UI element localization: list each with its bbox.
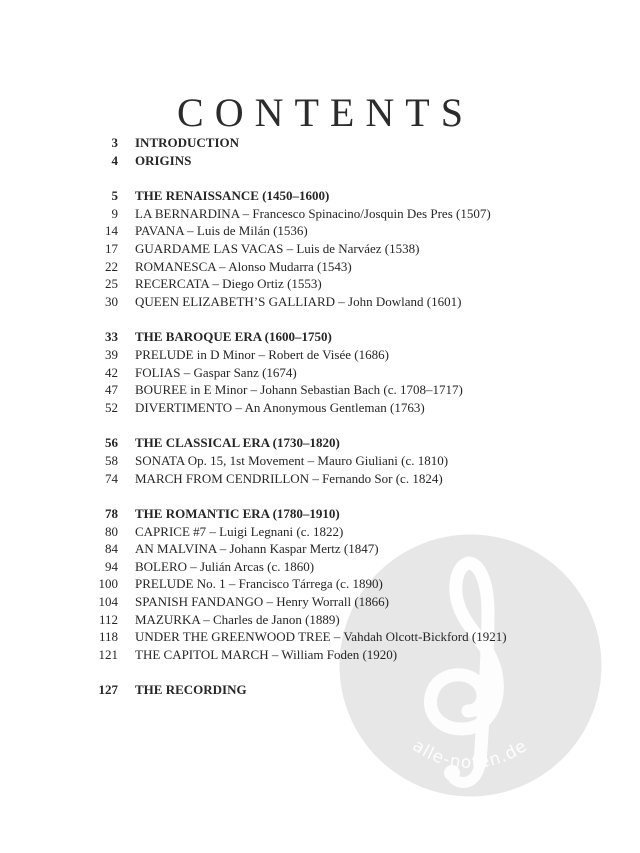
- toc-entry[interactable]: [0, 364, 640, 382]
- entry-title: INTRODUCTION: [135, 135, 240, 150]
- page-number: 100: [98, 576, 118, 592]
- toc-entry[interactable]: [0, 258, 640, 276]
- entry-title: MAZURKA – Charles de Janon (1889): [135, 611, 340, 627]
- entry-title: GUARDAME LAS VACAS – Luis de Narváez (1538): [135, 240, 420, 256]
- entry-title: RECERCATA – Diego Ortiz (1553): [135, 276, 322, 292]
- page-number: 104: [98, 594, 118, 610]
- toc-entry[interactable]: [0, 646, 640, 664]
- page-number: 94: [105, 558, 118, 574]
- page-title: CONTENTS: [177, 89, 474, 135]
- toc-entry[interactable]: [0, 611, 640, 629]
- page-number: 42: [105, 364, 118, 380]
- toc-entry[interactable]: [0, 452, 640, 470]
- toc-group-intro: [0, 134, 640, 169]
- toc-entry[interactable]: [0, 346, 640, 364]
- toc-entry[interactable]: [0, 381, 640, 399]
- page-number: 3: [111, 135, 118, 150]
- entry-title: BOLERO – Julián Arcas (c. 1860): [135, 558, 315, 574]
- page-number: 118: [98, 629, 118, 645]
- entry-title: ORIGINS: [135, 152, 192, 168]
- section-title: THE RENAISSANCE (1450–1600): [135, 188, 330, 204]
- entry-title: PRELUDE in D Minor – Robert de Visée (1686): [135, 346, 389, 362]
- entry-title: QUEEN ELIZABETH’S GALLIARD – John Dowland (1601): [135, 293, 462, 309]
- page-number: 84: [105, 541, 118, 557]
- toc-entry[interactable]: [0, 628, 640, 646]
- entry-title: PRELUDE No. 1 – Francisco Tárrega (c. 1890): [135, 576, 383, 592]
- page-number: 17: [105, 240, 118, 256]
- page-number: 30: [105, 293, 118, 309]
- page-number: 22: [105, 258, 118, 274]
- toc-entry[interactable]: [0, 593, 640, 611]
- page-number: 4: [111, 152, 118, 168]
- toc-group-classical: [0, 434, 640, 487]
- toc-group-romantic: [0, 505, 640, 663]
- page-number: 78: [105, 506, 118, 522]
- entry-title: SONATA Op. 15, 1st Movement – Mauro Giuliani (c. 1810): [135, 452, 449, 468]
- page-number: 5: [111, 188, 118, 204]
- section-title: THE CLASSICAL ERA (1730–1820): [135, 435, 340, 451]
- page-number: 33: [105, 329, 118, 345]
- toc-entry-origins[interactable]: [0, 152, 640, 170]
- page-number: 112: [98, 611, 118, 627]
- section-title: THE ROMANTIC ERA (1780–1910): [135, 506, 340, 522]
- toc-section-heading[interactable]: [0, 681, 640, 699]
- page-number: 25: [105, 276, 118, 292]
- page-number: 56: [105, 435, 118, 451]
- page-number: 52: [105, 399, 118, 415]
- entry-title: BOUREE in E Minor – Johann Sebastian Bach (c. 1708–1717): [135, 382, 463, 398]
- section-title: THE BAROQUE ERA (1600–1750): [135, 329, 332, 345]
- toc-entry[interactable]: [0, 558, 640, 576]
- toc-entry[interactable]: [0, 240, 640, 258]
- toc-entry-introduction[interactable]: [0, 134, 640, 152]
- toc-entry[interactable]: [0, 205, 640, 223]
- toc-entry[interactable]: [0, 275, 640, 293]
- entry-title: LA BERNARDINA – Francesco Spinacino/Josquin Des Pres (1507): [135, 205, 491, 221]
- toc-entry[interactable]: [0, 540, 640, 558]
- entry-title: DIVERTIMENTO – An Anonymous Gentleman (1763): [135, 399, 425, 415]
- table-of-contents: [0, 134, 640, 699]
- page-number: 47: [105, 382, 118, 398]
- toc-entry[interactable]: [0, 293, 640, 311]
- watermark-text: alle-noten.de: [408, 735, 532, 774]
- toc-entry[interactable]: [0, 575, 640, 593]
- entry-title: AN MALVINA – Johann Kaspar Mertz (1847): [135, 541, 379, 557]
- page-number: 58: [105, 452, 118, 468]
- toc-entry[interactable]: [0, 399, 640, 417]
- page-number: 9: [111, 205, 118, 221]
- toc-entry[interactable]: [0, 470, 640, 488]
- page-number: 80: [105, 523, 118, 539]
- section-title: THE RECORDING: [135, 682, 247, 698]
- page-number: 14: [105, 223, 118, 239]
- entry-title: MARCH FROM CENDRILLON – Fernando Sor (c. 1824): [135, 470, 443, 486]
- entry-title: THE CAPITOL MARCH – William Foden (1920): [135, 646, 398, 662]
- toc-section-heading[interactable]: [0, 328, 640, 346]
- page-number: 74: [105, 470, 118, 486]
- entry-title: PAVANA – Luis de Milán (1536): [135, 223, 308, 239]
- toc-section-heading[interactable]: [0, 434, 640, 452]
- page-number: 39: [105, 346, 118, 362]
- toc-group-renaissance: [0, 187, 640, 310]
- toc-entry[interactable]: [0, 523, 640, 541]
- entry-title: SPANISH FANDANGO – Henry Worrall (1866): [135, 594, 390, 610]
- toc-group-baroque: [0, 328, 640, 416]
- entry-title: CAPRICE #7 – Luigi Legnani (c. 1822): [135, 523, 344, 539]
- toc-entry[interactable]: [0, 222, 640, 240]
- entry-title: ROMANESCA – Alonso Mudarra (1543): [135, 258, 352, 274]
- entry-title: FOLIAS – Gaspar Sanz (1674): [135, 364, 297, 380]
- toc-group-recording: [0, 681, 640, 699]
- page-number: 121: [98, 646, 118, 662]
- entry-title: UNDER THE GREENWOOD TREE – Vahdah Olcott-Bickford (1921): [135, 629, 507, 645]
- toc-section-heading[interactable]: [0, 187, 640, 205]
- page-number: 127: [98, 682, 118, 698]
- toc-section-heading[interactable]: [0, 505, 640, 523]
